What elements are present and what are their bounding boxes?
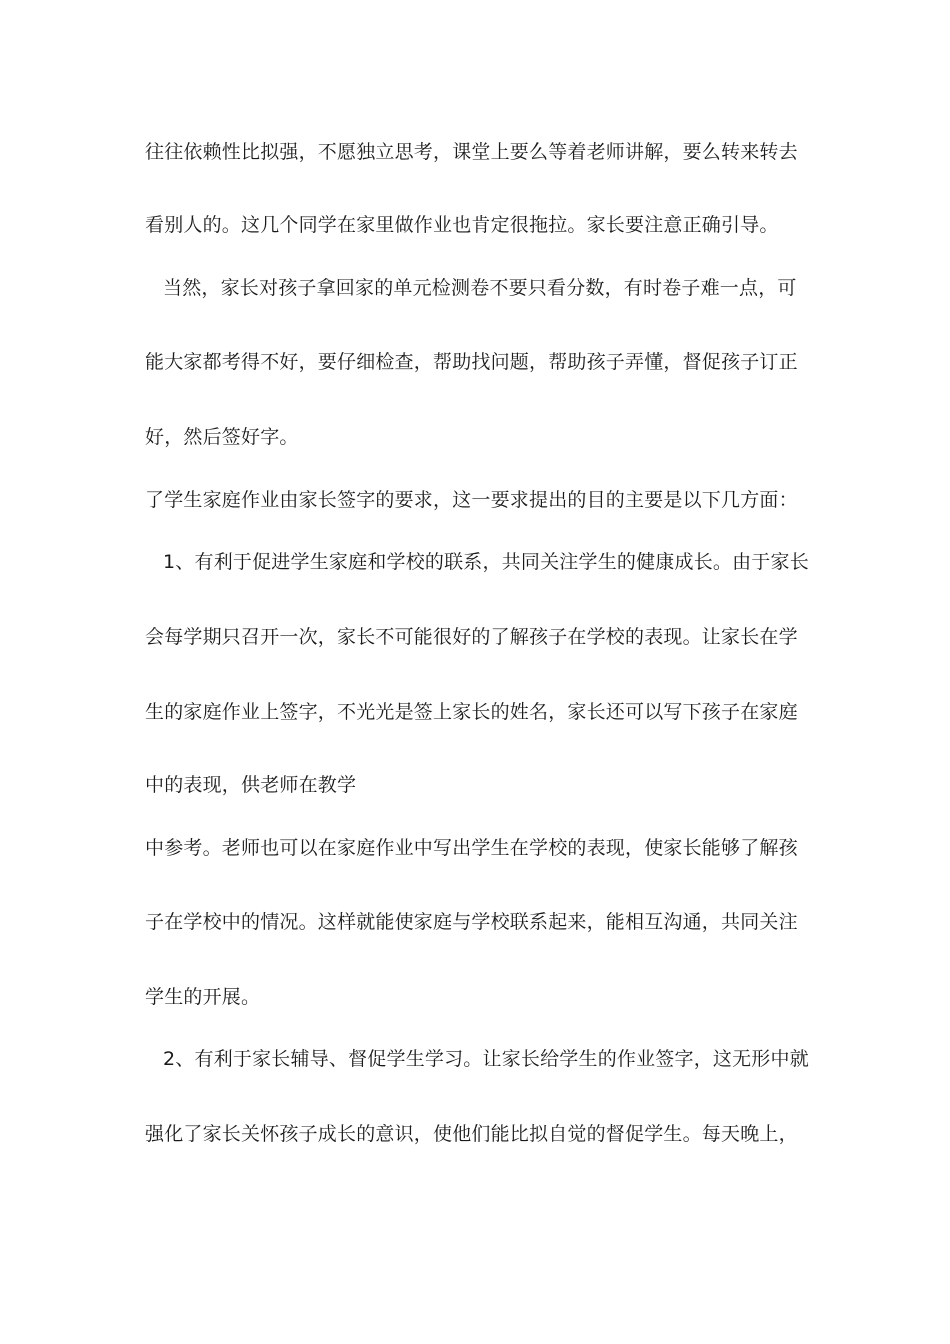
paragraph-line: 中参考。老师也可以在家庭作业中写出学生在学校的表现，使家长能够了解孩 — [145, 837, 798, 859]
paragraph-line: 看别人的。这几个同学在家里做作业也肯定很拖拉。家长要注意正确引导。 — [145, 214, 779, 236]
paragraph-line: 当然，家长对孩子拿回家的单元检测卷不要只看分数，有时卷子难一点，可 — [163, 277, 797, 299]
paragraph-line: 好，然后签好字。 — [145, 426, 299, 448]
paragraph-line: 会每学期只召开一次，家长不可能很好的了解孩子在学校的表现。让家长在学 — [145, 626, 798, 648]
paragraph-line: 往往依赖性比拟强，不愿独立思考，课堂上要么等着老师讲解，要么转来转去 — [145, 141, 798, 163]
paragraph-line: 生的家庭作业上签字，不光光是签上家长的姓名，家长还可以写下孩子在家庭 — [145, 701, 798, 723]
paragraph-line: 了学生家庭作业由家长签字的要求，这一要求提出的目的主要是以下几方面： — [145, 489, 798, 511]
paragraph-line: 子在学校中的情况。这样就能使家庭与学校联系起来，能相互沟通，共同关注 — [145, 911, 798, 933]
list-item-line: 1、有利于促进学生家庭和学校的联系，共同关注学生的健康成长。由于家长 — [163, 551, 809, 573]
paragraph-line: 中的表现，供老师在教学 — [145, 774, 357, 796]
paragraph-line: 学生的开展。 — [145, 986, 261, 1008]
paragraph-line: 强化了家长关怀孩子成长的意识，使他们能比拟自觉的督促学生。每天晚上， — [145, 1123, 798, 1145]
paragraph-line: 能大家都考得不好，要仔细检查，帮助找问题，帮助孩子弄懂，督促孩子订正 — [145, 351, 798, 373]
list-item-line: 2、有利于家长辅导、督促学生学习。让家长给学生的作业签字，这无形中就 — [163, 1048, 809, 1070]
